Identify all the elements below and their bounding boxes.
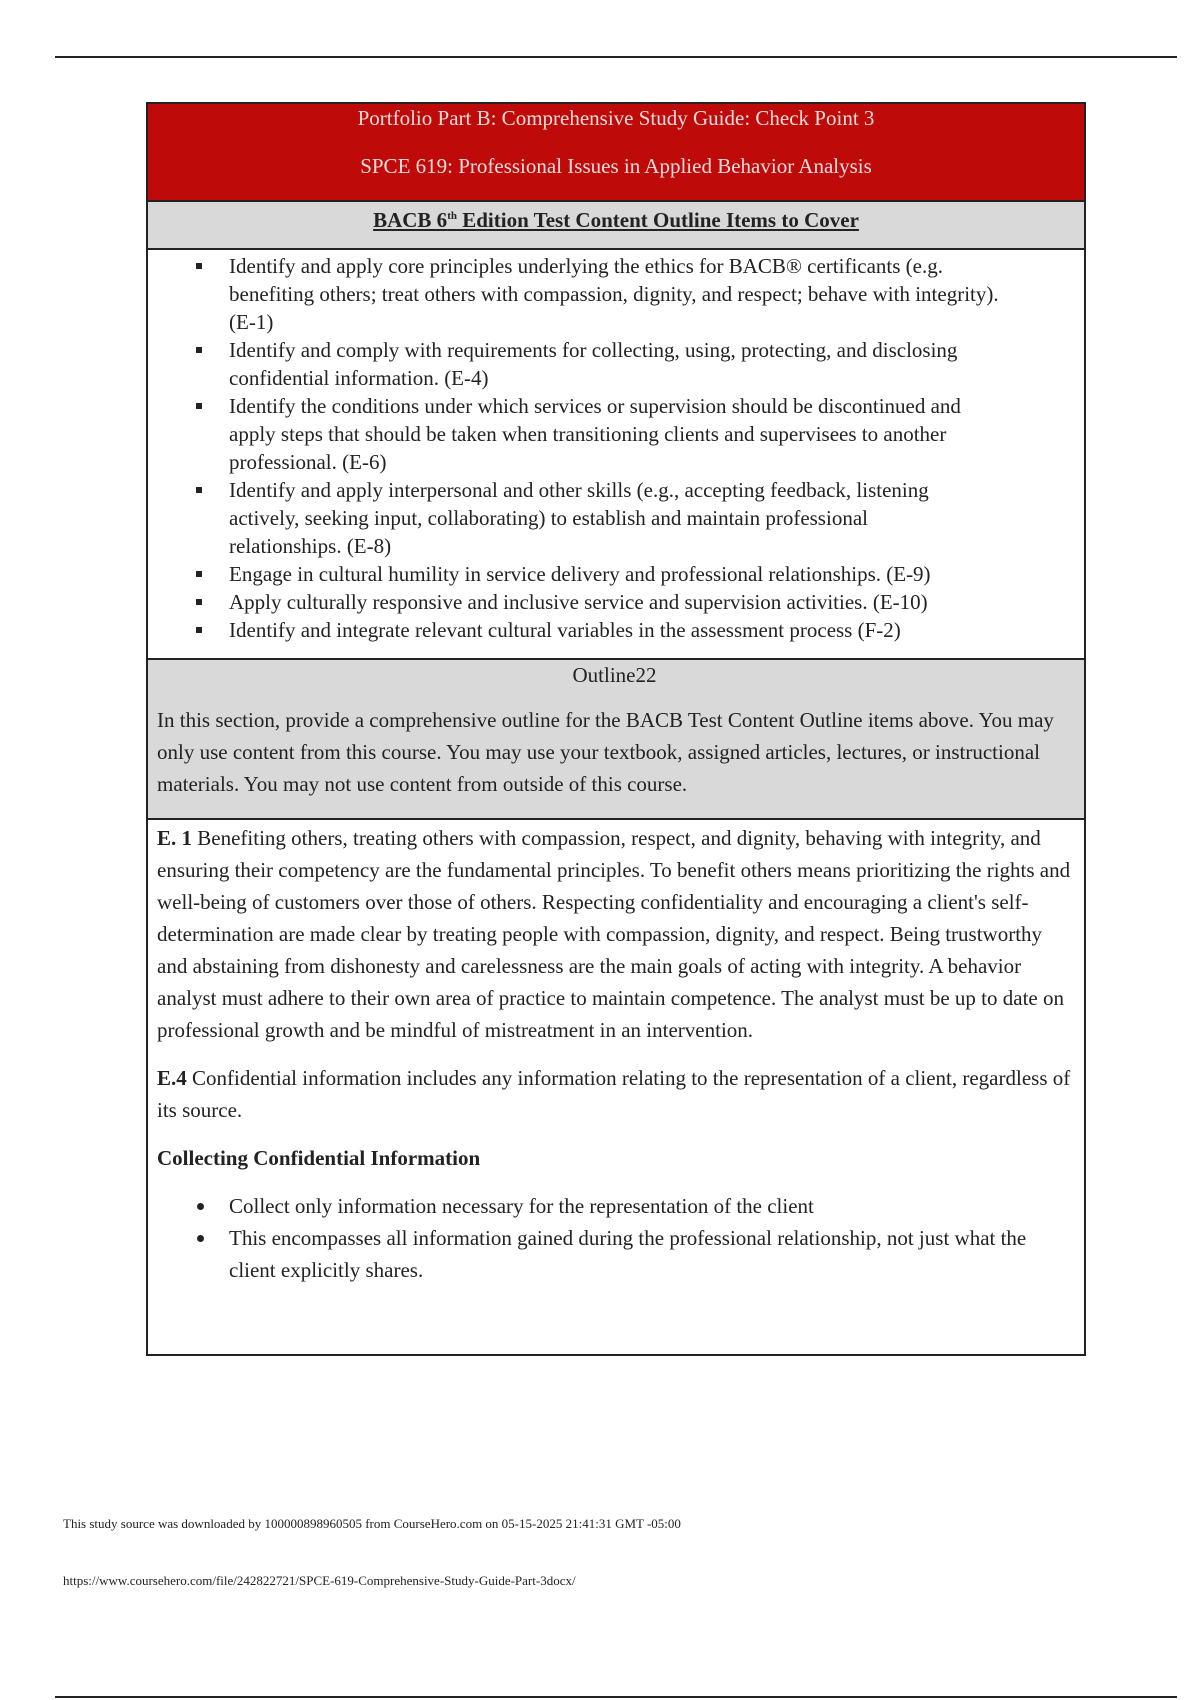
list-item xyxy=(229,476,1084,560)
item-line: (E-1) xyxy=(229,310,274,334)
e1-text: Benefiting others, treating others with compassion, respect, and dignity, behaving with integrity, and ensuring their competency are the fundamental principles. To benefit others means prioritizing the rights and well-being of customers over those of others. Respecting confidentiality and encouraging a client's self-determination are made clear by treating people with compassion, dignity, and respect. Being trustworthy and abstaining from dishonesty and carelessness are the main goals of acting with integrity. A behavior analyst must adhere to their own area of practice to maintain competence. The analyst must be up to date on professional growth and be mindful of mistreatment in an intervention. xyxy=(157,826,1071,1042)
heading-part-2: Edition Test Content Outline Items to Cover xyxy=(456,208,859,232)
list-item: Collect only information necessary for the representation of the client xyxy=(229,1190,1072,1222)
list-item xyxy=(229,252,1084,336)
item-line: Identify and integrate relevant cultural variables in the assessment process (F-2) xyxy=(229,618,901,642)
e1-label: E. 1 xyxy=(157,826,193,850)
download-note: This study source was downloaded by 100000898960505 from CourseHero.com on 05-15-2025 21:41:31 GMT -05:00 xyxy=(63,1516,681,1531)
page-top-rule xyxy=(55,56,1177,58)
item-line: Identify and comply with requirements for collecting, using, protecting, and disclosing xyxy=(229,338,958,362)
list-item xyxy=(229,560,1084,588)
test-content-items xyxy=(148,248,1084,658)
test-content-list xyxy=(148,252,1084,644)
test-content-heading xyxy=(148,200,1084,248)
study-guide-table xyxy=(146,102,1086,1356)
item-line: professional. (E-6) xyxy=(229,450,387,474)
e1-paragraph xyxy=(157,822,1072,1046)
list-item xyxy=(229,588,1084,616)
item-line: apply steps that should be taken when transitioning clients and supervisees to another xyxy=(229,422,947,446)
outline-instructions: In this section, provide a comprehensive outline for the BACB Test Content Outline items above. You may only use content from this course. You may use your textbook, assigned articles, lectures, or instructional materials. You may not use content from outside of this course. xyxy=(157,708,1054,796)
outline-content xyxy=(148,818,1084,1354)
list-item xyxy=(229,336,1084,392)
outline-title: Outline22 xyxy=(572,663,657,687)
source-url: https://www.coursehero.com/file/242822721/SPCE-619-Comprehensive-Study-Guide-Part-3docx/ xyxy=(63,1573,576,1588)
item-line: confidential information. (E-4) xyxy=(229,366,489,390)
item-line: relationships. (E-8) xyxy=(229,534,392,558)
item-line: Engage in cultural humility in service delivery and professional relationships. (E-9) xyxy=(229,562,931,586)
list-item: This encompasses all information gained during the professional relationship, not just what the client explicitly shares. xyxy=(229,1222,1072,1286)
document-title: Portfolio Part B: Comprehensive Study Guide: Check Point 3 xyxy=(357,106,875,130)
collecting-list xyxy=(157,1190,1072,1286)
item-line: benefiting others; treat others with compassion, dignity, and respect; behave with integrity). xyxy=(229,282,999,306)
heading-superscript: th xyxy=(447,210,457,222)
item-line: Identify the conditions under which services or supervision should be discontinued and xyxy=(229,394,961,418)
page-bottom-rule xyxy=(55,1696,1177,1698)
title-banner xyxy=(148,104,1084,200)
list-item xyxy=(229,392,1084,476)
heading-part-1: BACB 6 xyxy=(373,208,448,232)
item-line: actively, seeking input, collaborating) to establish and maintain professional xyxy=(229,506,868,530)
e4-paragraph xyxy=(157,1062,1072,1126)
e4-label: E.4 xyxy=(157,1066,187,1090)
collecting-heading: Collecting Confidential Information xyxy=(157,1146,481,1170)
e4-text: Confidential information includes any information relating to the representation of a client, regardless of its source. xyxy=(157,1066,1071,1122)
list-item xyxy=(229,616,1084,644)
item-line: Apply culturally responsive and inclusive service and supervision activities. (E-10) xyxy=(229,590,928,614)
outline-section xyxy=(148,658,1084,818)
item-line: Identify and apply core principles underlying the ethics for BACB® certificants (e.g. xyxy=(229,254,943,278)
course-title: SPCE 619: Professional Issues in Applied Behavior Analysis xyxy=(360,154,872,178)
item-line: Identify and apply interpersonal and other skills (e.g., accepting feedback, listening xyxy=(229,478,929,502)
